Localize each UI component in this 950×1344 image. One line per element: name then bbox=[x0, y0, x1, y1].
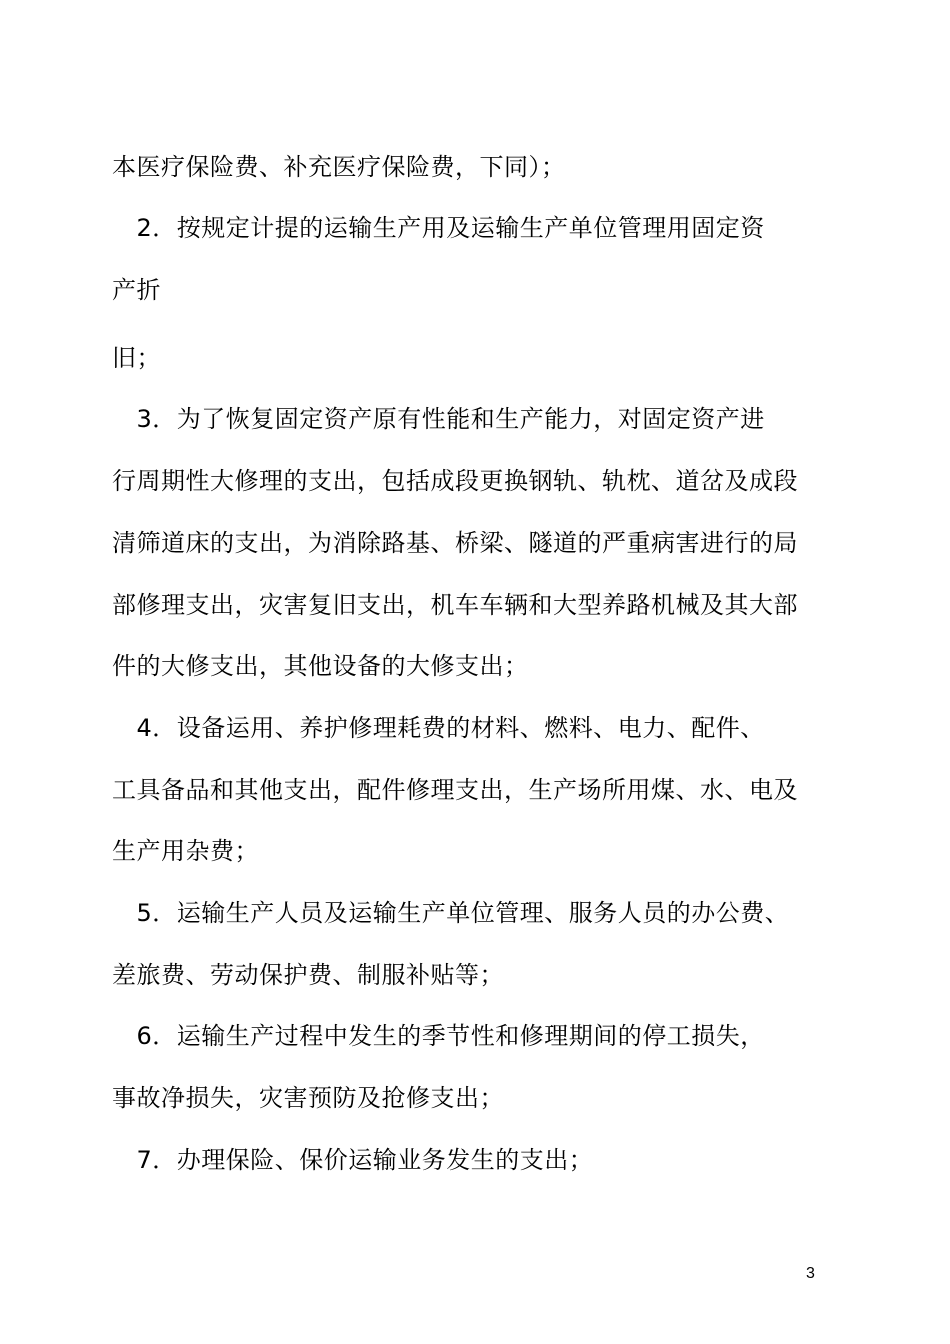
text-line: 部修理支出，灾害复旧支出，机车车辆和大型养路机械及其大部 bbox=[112, 591, 798, 619]
text-line: 清筛道床的支出，为消除路基、桥梁、隧道的严重病害进行的局 bbox=[112, 529, 798, 557]
text-line: 本医疗保险费、补充医疗保险费，下同）； bbox=[112, 153, 566, 181]
page-number: 3 bbox=[806, 1265, 815, 1282]
text-line: 3．为了恢复固定资产原有性能和生产能力，对固定资产进 bbox=[112, 405, 765, 433]
text-line: 行周期性大修理的支出，包括成段更换钢轨、轨枕、道岔及成段 bbox=[112, 467, 798, 495]
text-line: 旧； bbox=[112, 344, 161, 372]
text-line: 4．设备运用、养护修理耗费的材料、燃料、电力、配件、 bbox=[112, 714, 765, 742]
text-line: 工具备品和其他支出，配件修理支出，生产场所用煤、水、电及 bbox=[112, 776, 798, 804]
text-line: 5．运输生产人员及运输生产单位管理、服务人员的办公费、 bbox=[112, 899, 790, 927]
text-line: 7．办理保险、保价运输业务发生的支出； bbox=[112, 1146, 594, 1174]
text-line: 6．运输生产过程中发生的季节性和修理期间的停工损失， bbox=[112, 1022, 765, 1050]
text-line: 件的大修支出，其他设备的大修支出； bbox=[112, 652, 529, 680]
text-line: 产折 bbox=[112, 276, 161, 304]
text-line: 2．按规定计提的运输生产用及运输生产单位管理用固定资 bbox=[112, 214, 765, 242]
text-line: 事故净损失，灾害预防及抢修支出； bbox=[112, 1084, 504, 1112]
text-line: 生产用杂费； bbox=[112, 837, 259, 865]
text-line: 差旅费、劳动保护费、制服补贴等； bbox=[112, 961, 504, 989]
